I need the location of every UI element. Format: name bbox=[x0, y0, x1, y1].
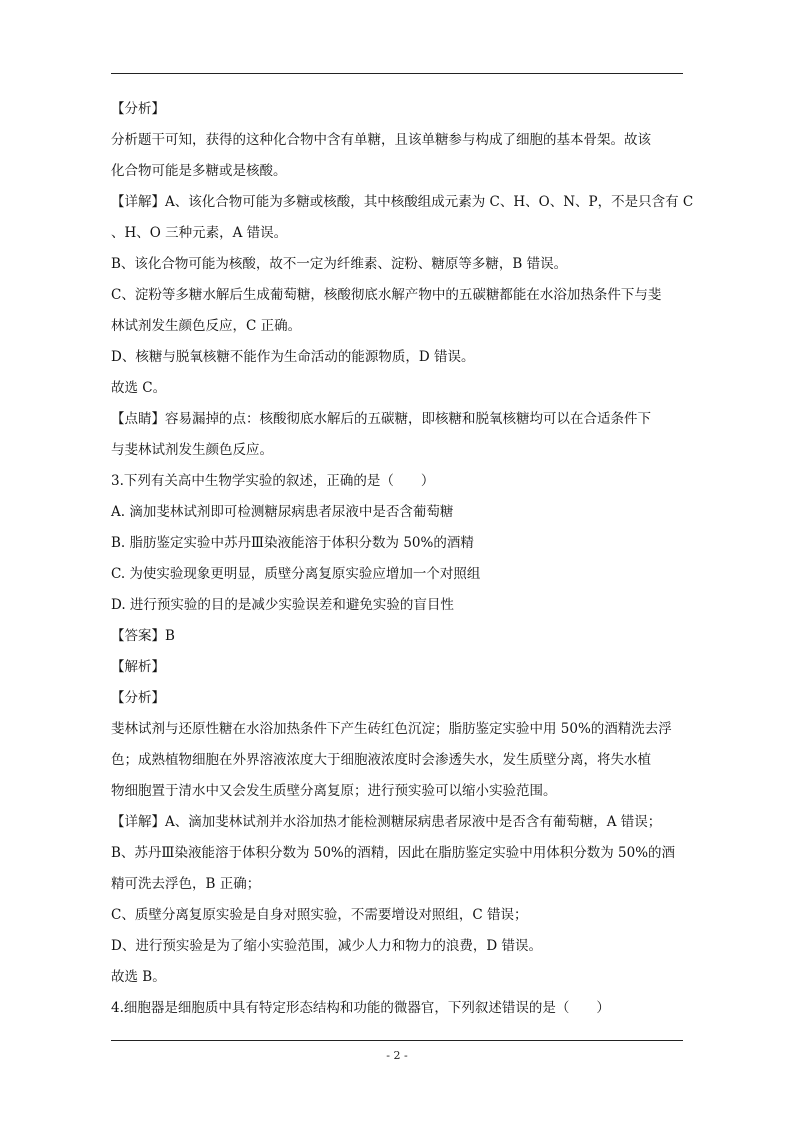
text-line: 物细胞置于清水中又会发生质壁分离复原；进行预实验可以缩小实验范围。 bbox=[111, 783, 557, 799]
text-line: 【详解】A、滴加斐林试剂并水浴加热才能检测糖尿病患者尿液中是否含有葡萄糖，A 错误； bbox=[111, 814, 662, 830]
question-3-option-d: D. 进行预实验的目的是减少实验误差和避免实验的盲目性 bbox=[111, 597, 454, 613]
header-rule bbox=[111, 73, 683, 74]
text-line: 【详解】A、该化合物可能为多糖或核酸，其中核酸组成元素为 C、H、O、N、P，不是只含有 C bbox=[111, 194, 694, 210]
text-line: 【分析】 bbox=[111, 690, 165, 706]
footer-rule bbox=[111, 1040, 683, 1041]
text-line: 【分析】 bbox=[111, 101, 165, 117]
text-line: 色；成熟植物细胞在外界溶液浓度大于细胞液浓度时会渗透失水，发生质壁分离，将失水植 bbox=[111, 752, 651, 768]
text-line: 与斐林试剂发生颜色反应。 bbox=[111, 442, 273, 458]
text-line: 精可洗去浮色，B 正确； bbox=[111, 876, 261, 892]
text-line: B、该化合物可能为核酸，故不一定为纤维素、淀粉、糖原等多糖，B 错误。 bbox=[111, 256, 568, 272]
text-line: D、核糖与脱氧核糖不能作为生命活动的能源物质，D 错误。 bbox=[111, 349, 475, 365]
question-3-option-a: A. 滴加斐林试剂即可检测糖尿病患者尿液中是否含葡萄糖 bbox=[111, 504, 454, 520]
text-line: 分析题干可知，获得的这种化合物中含有单糖，且该单糖参与构成了细胞的基本骨架。故该 bbox=[111, 132, 651, 148]
question-3-option-c: C. 为使实验现象更明显，质壁分离复原实验应增加一个对照组 bbox=[111, 566, 481, 582]
text-line: 故选 B。 bbox=[111, 969, 166, 985]
question-4-stem: 4.细胞器是细胞质中具有特定形态结构和功能的微器官，下列叙述错误的是（ ） bbox=[111, 1000, 610, 1016]
text-line: 斐林试剂与还原性糖在水浴加热条件下产生砖红色沉淀；脂肪鉴定实验中用 50%的酒精洗去浮 bbox=[111, 721, 672, 737]
question-3-option-b: B. 脂肪鉴定实验中苏丹Ⅲ染液能溶于体积分数为 50%的酒精 bbox=[111, 535, 474, 551]
text-line: B、苏丹Ⅲ染液能溶于体积分数为 50%的酒精，因此在脂肪鉴定实验中用体积分数为 50%的酒 bbox=[111, 845, 676, 861]
text-line: 化合物可能是多糖或是核酸。 bbox=[111, 163, 287, 179]
analysis-label: 【解析】 bbox=[111, 659, 165, 675]
text-line: D、进行预实验是为了缩小实验范围，减少人力和物力的浪费，D 错误。 bbox=[111, 938, 542, 954]
text-line: C、淀粉等多糖水解后生成葡萄糖，核酸彻底水解产物中的五碳糖都能在水浴加热条件下与斐 bbox=[111, 287, 662, 303]
text-line: 故选 C。 bbox=[111, 380, 167, 396]
text-line: 【点睛】容易漏掉的点：核酸彻底水解后的五碳糖，即核糖和脱氧核糖均可以在合适条件下 bbox=[111, 411, 651, 427]
text-line: 、H、O 三种元素，A 错误。 bbox=[111, 225, 288, 241]
question-3-stem: 3.下列有关高中生物学实验的叙述，正确的是（ ） bbox=[111, 473, 435, 489]
text-line: C、质壁分离复原实验是自身对照实验，不需要增设对照组，C 错误； bbox=[111, 907, 528, 923]
page-content bbox=[111, 94, 693, 1024]
page-number: - 2 - bbox=[386, 1049, 408, 1062]
answer-label: 【答案】B bbox=[111, 628, 175, 644]
text-line: 林试剂发生颜色反应，C 正确。 bbox=[111, 318, 302, 334]
